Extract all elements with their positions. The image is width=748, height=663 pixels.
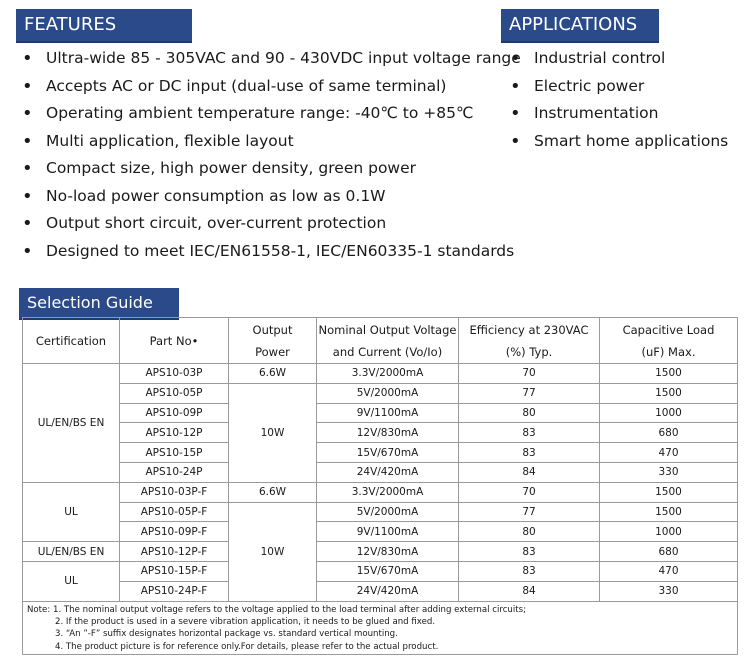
nominal-output-cell: 24V/420mA (317, 462, 459, 482)
note-line: 4. The product picture is for reference only.For details, please refer to the actual product. (55, 641, 439, 652)
nominal-output-cell: 24V/420mA (317, 581, 459, 601)
part-no-cell: APS10-09P (120, 403, 229, 423)
feature-item: • Designed to meet IEC/EN61558-1, IEC/EN60335-1 standards (18, 238, 521, 266)
output-power-cell: 6.6W (229, 482, 317, 502)
part-no-cell: APS10-09P-F (120, 522, 229, 542)
certification-cell: UL (23, 482, 120, 541)
part-no-cell: APS10-03P (120, 364, 229, 384)
table-row (23, 423, 738, 443)
nominal-output-cell: 9V/1100mA (317, 522, 459, 542)
efficiency-cell: 70 (459, 364, 600, 384)
table-row (23, 581, 738, 601)
table-row (23, 462, 738, 482)
efficiency-cell: 84 (459, 581, 600, 601)
selection-guide-table (22, 317, 738, 655)
certification-cell: UL/EN/BS EN (23, 542, 120, 562)
applications-list (506, 45, 728, 155)
capacitive-load-cell: 330 (600, 462, 738, 482)
efficiency-cell: 80 (459, 522, 600, 542)
nominal-output-cell: 9V/1100mA (317, 403, 459, 423)
part-no-cell: APS10-15P (120, 443, 229, 463)
feature-item: • Compact size, high power density, green power (18, 155, 521, 183)
nominal-output-cell: 15V/670mA (317, 443, 459, 463)
capacitive-load-cell: 680 (600, 423, 738, 443)
part-no-cell: APS10-12P (120, 423, 229, 443)
part-no-cell: APS10-24P-F (120, 581, 229, 601)
capacitive-load-cell: 1500 (600, 502, 738, 522)
table-row (23, 443, 738, 463)
output-power-cell: 10W (229, 502, 317, 601)
capacitive-load-cell: 1500 (600, 482, 738, 502)
feature-item: • Ultra-wide 85 - 305VAC and 90 - 430VDC input voltage range (18, 45, 521, 73)
part-no-cell: APS10-05P (120, 383, 229, 403)
capacitive-load-cell: 1500 (600, 364, 738, 384)
table-row (23, 502, 738, 522)
efficiency-cell: 83 (459, 423, 600, 443)
header-part-no: Part No• (120, 318, 229, 364)
note-line: Note: 1. The nominal output voltage refers to the voltage applied to the load terminal after adding external circuits; (27, 604, 527, 615)
capacitive-load-cell: 1000 (600, 522, 738, 542)
output-power-cell: 10W (229, 383, 317, 482)
table-row (23, 522, 738, 542)
note-line: 3. “An ”-F” suffix designates horizontal package vs. standard vertical mounting. (55, 629, 398, 640)
part-no-cell: APS10-03P-F (120, 482, 229, 502)
table-row (23, 482, 738, 502)
feature-item: • Output short circuit, over-current protection (18, 210, 521, 238)
certification-cell: UL (23, 561, 120, 601)
table-header-row (23, 318, 738, 364)
table-row (23, 561, 738, 581)
header-capacitive-load: Capacitive Load (uF) Max. (600, 318, 738, 364)
capacitive-load-cell: 470 (600, 443, 738, 463)
table-row (23, 403, 738, 423)
note-line: 2. If the product is used in a severe vibration application, it needs to be glued and fixed. (55, 616, 436, 627)
capacitive-load-cell: 330 (600, 581, 738, 601)
application-item: • Industrial control (506, 45, 728, 73)
notes-row (23, 601, 738, 655)
nominal-output-cell: 12V/830mA (317, 542, 459, 562)
table-row (23, 542, 738, 562)
nominal-output-cell: 12V/830mA (317, 423, 459, 443)
features-heading: FEATURES (16, 9, 192, 43)
part-no-cell: APS10-12P-F (120, 542, 229, 562)
nominal-output-cell: 5V/2000mA (317, 383, 459, 403)
capacitive-load-cell: 470 (600, 561, 738, 581)
features-list (18, 45, 521, 265)
nominal-output-cell: 3.3V/2000mA (317, 364, 459, 384)
efficiency-cell: 83 (459, 561, 600, 581)
application-item: • Instrumentation (506, 100, 728, 128)
efficiency-cell: 83 (459, 443, 600, 463)
part-no-cell: APS10-05P-F (120, 502, 229, 522)
header-nominal-output: Nominal Output Voltage and Current (Vo/Io) (317, 318, 459, 364)
efficiency-cell: 70 (459, 482, 600, 502)
nominal-output-cell: 5V/2000mA (317, 502, 459, 522)
efficiency-cell: 77 (459, 502, 600, 522)
table-row (23, 383, 738, 403)
feature-item: • Accepts AC or DC input (dual-use of same terminal) (18, 73, 521, 101)
efficiency-cell: 80 (459, 403, 600, 423)
nominal-output-cell: 3.3V/2000mA (317, 482, 459, 502)
selection-guide-heading: Selection Guide (19, 288, 179, 320)
header-efficiency: Efficiency at 230VAC (%) Typ. (459, 318, 600, 364)
feature-item: • No-load power consumption as low as 0.1W (18, 183, 521, 211)
table-row (23, 364, 738, 384)
application-item: • Electric power (506, 73, 728, 101)
nominal-output-cell: 15V/670mA (317, 561, 459, 581)
output-power-cell: 6.6W (229, 364, 317, 384)
header-output-power: Output Power (229, 318, 317, 364)
capacitive-load-cell: 1000 (600, 403, 738, 423)
feature-item: • Multi application, flexible layout (18, 128, 521, 156)
capacitive-load-cell: 1500 (600, 383, 738, 403)
applications-heading: APPLICATIONS (501, 9, 659, 43)
efficiency-cell: 83 (459, 542, 600, 562)
part-no-cell: APS10-15P-F (120, 561, 229, 581)
notes-cell (23, 601, 738, 655)
capacitive-load-cell: 680 (600, 542, 738, 562)
feature-item: • Operating ambient temperature range: -40℃ to +85℃ (18, 100, 521, 128)
part-no-cell: APS10-24P (120, 462, 229, 482)
efficiency-cell: 77 (459, 383, 600, 403)
application-item: • Smart home applications (506, 128, 728, 156)
certification-cell: UL/EN/BS EN (23, 364, 120, 483)
efficiency-cell: 84 (459, 462, 600, 482)
header-certification: Certification (23, 318, 120, 364)
